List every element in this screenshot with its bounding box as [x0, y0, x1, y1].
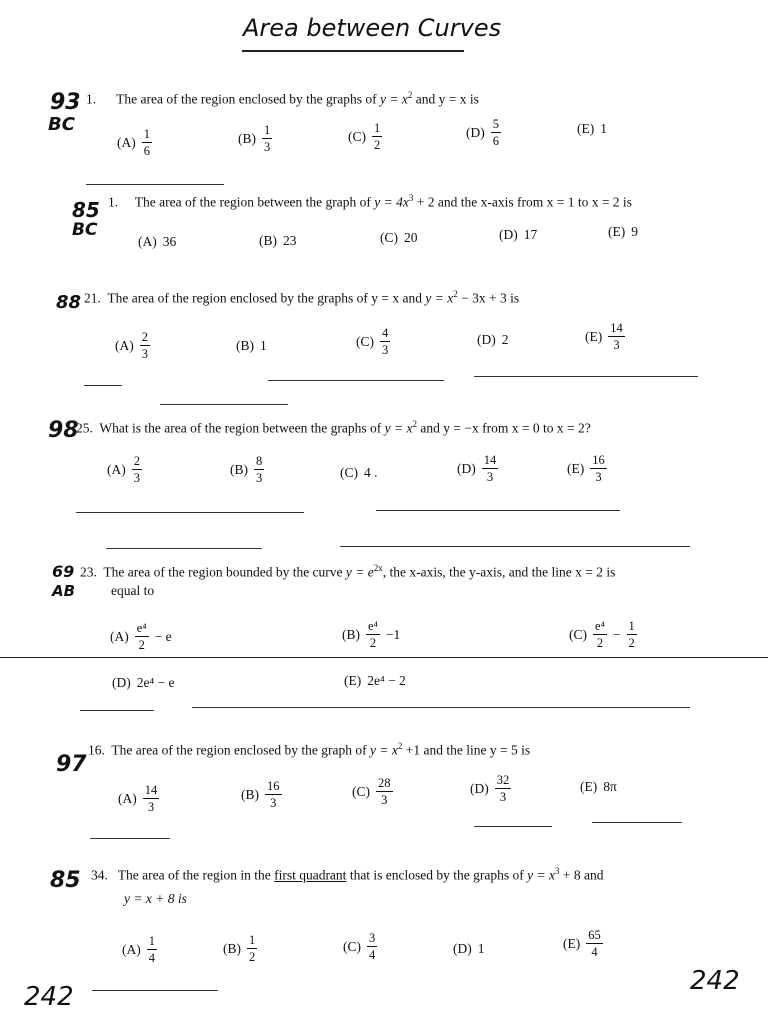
- choice-value: 36: [162, 234, 177, 249]
- problem-number: 1.: [86, 91, 97, 107]
- problem-number: 23.: [80, 564, 97, 580]
- choice-label: (E): [585, 328, 603, 344]
- divider: [80, 710, 154, 711]
- fraction: [265, 780, 282, 809]
- problem-2-choice-c: [380, 230, 418, 246]
- problem-2-question: [108, 193, 632, 211]
- fraction-numerator: 5: [492, 117, 499, 131]
- math-exponent: 2: [453, 289, 458, 299]
- choice-label: (C): [340, 465, 358, 480]
- problem-3-choice-e: [585, 322, 625, 351]
- fraction-numerator: 1: [249, 933, 256, 947]
- math-exponent: 2: [412, 419, 417, 429]
- problem-6-choice-a: [118, 784, 159, 813]
- problem-5-choice-d: [112, 675, 175, 691]
- fraction: [590, 454, 607, 483]
- fraction-denominator: 2: [596, 635, 604, 650]
- fraction: [380, 327, 390, 356]
- fraction-denominator: 4: [148, 950, 155, 965]
- divider: [86, 184, 224, 185]
- problem-1-question: [86, 90, 479, 108]
- problem-number: 1.: [108, 194, 119, 210]
- problem-1-exam-tag: BC: [48, 114, 75, 135]
- choice-value: 20: [404, 230, 418, 245]
- choice-label: (C): [380, 230, 398, 245]
- fraction-numerator: 14: [483, 453, 497, 467]
- problem-3-question: [84, 289, 519, 307]
- choice-value: 17: [523, 227, 538, 242]
- fraction-denominator: 2: [369, 635, 377, 650]
- fraction-denominator: 3: [595, 469, 602, 484]
- math-exponent: 2: [397, 741, 403, 751]
- fraction-denominator: 3: [499, 789, 507, 804]
- problem-2-year-tag: 85: [72, 198, 100, 222]
- choice-value: 9: [631, 224, 638, 239]
- choice-label: (D): [457, 460, 476, 476]
- emphasized-text: first quadrant: [274, 867, 347, 883]
- problem-5-question: [80, 563, 615, 581]
- fraction-denominator: 4: [369, 947, 376, 962]
- choice-label: (C): [352, 783, 370, 799]
- math-expression: y = x: [370, 742, 398, 758]
- fraction-denominator: 3: [133, 470, 140, 485]
- problem-7-question-line2: y = x + 8 is: [124, 891, 187, 906]
- choice-label: (A): [122, 941, 141, 957]
- fraction-numerator: 4: [382, 326, 389, 340]
- fraction-denominator: 2: [374, 137, 381, 152]
- fraction-numerator: 28: [378, 776, 391, 790]
- divider: [474, 376, 698, 377]
- question-text: +1 and the line y = 5 is: [405, 742, 531, 758]
- choice-value: 1: [260, 338, 267, 353]
- choice-label: (E): [567, 460, 585, 476]
- fraction: [586, 929, 603, 958]
- choice-suffix: −1: [385, 626, 401, 642]
- fraction-numerator: e⁴: [136, 621, 147, 635]
- question-text: The area of the region between the graph of: [134, 194, 371, 210]
- problem-5-choice-a: [110, 622, 172, 651]
- fraction: [366, 620, 380, 649]
- problem-2-choice-a: [138, 234, 176, 250]
- problem-5-choice-c: [569, 620, 637, 649]
- divider: [192, 707, 690, 708]
- divider: [376, 510, 620, 511]
- problem-4-choice-c: [340, 465, 378, 481]
- fraction: [147, 935, 157, 964]
- choice-label: (E): [344, 673, 362, 688]
- problem-6-choice-c: [352, 777, 393, 806]
- divider: [92, 990, 218, 991]
- problem-7-choice-b: [223, 934, 257, 963]
- problem-6-choice-d: [470, 774, 511, 803]
- math-expression: y = e: [345, 564, 374, 580]
- choice-value: 2e⁴ − e: [136, 675, 175, 690]
- problem-2-choice-b: [259, 233, 297, 249]
- problem-3-choice-a: [115, 331, 150, 360]
- problem-number: 34.: [91, 867, 108, 883]
- choice-label: (B): [241, 786, 259, 802]
- divider: [160, 404, 288, 405]
- math-exponent: 3: [408, 193, 414, 203]
- problem-2-exam-tag: BC: [72, 220, 98, 240]
- problem-1-choice-c: [348, 122, 382, 151]
- fraction-denominator: 3: [486, 469, 494, 484]
- problem-1-choice-b: [238, 124, 272, 153]
- problem-1-choice-d: [466, 118, 501, 147]
- choice-label: (A): [107, 461, 126, 477]
- fraction-numerator: 1: [264, 123, 271, 137]
- choice-label: (A): [115, 337, 134, 353]
- choice-label: (E): [563, 935, 581, 951]
- choice-label: (B): [223, 940, 241, 956]
- problem-3-choice-b: [236, 338, 267, 354]
- problem-1-choice-a: [117, 128, 152, 157]
- problem-4-choice-b: [230, 455, 264, 484]
- choice-label: (D): [112, 675, 131, 690]
- choice-value: 2e⁴ − 2: [367, 673, 406, 688]
- fraction: [135, 622, 149, 651]
- fraction: [376, 777, 393, 806]
- problem-4-question: [76, 419, 591, 437]
- problem-number: 25.: [76, 420, 93, 436]
- problem-5-choice-b: [342, 620, 400, 649]
- choice-value: 2: [501, 332, 509, 347]
- fraction-numerator: 1: [148, 934, 155, 948]
- fraction-numerator: 1: [374, 121, 381, 135]
- choice-label: (B): [236, 338, 254, 353]
- problem-7-year-tag: 85: [50, 868, 81, 893]
- math-expression: y = x: [425, 290, 454, 306]
- problem-7-question: [91, 866, 603, 884]
- divider: [90, 838, 170, 839]
- fraction: [372, 122, 382, 151]
- choice-suffix: − e: [154, 628, 172, 644]
- fraction: [132, 455, 142, 484]
- math-exponent: 2x: [373, 563, 383, 573]
- problem-2-choice-e: [608, 224, 638, 240]
- problem-number: 21.: [84, 290, 101, 306]
- fraction: [247, 934, 257, 963]
- problem-4-choice-a: [107, 455, 142, 484]
- choice-label: (B): [230, 461, 248, 477]
- fraction: [608, 322, 625, 351]
- choice-label: (E): [580, 779, 598, 794]
- fraction-numerator: 1: [628, 619, 635, 633]
- fraction-numerator: e⁴: [368, 619, 378, 633]
- problem-5-choice-e: [344, 673, 406, 689]
- question-text: + 2 and the x-axis from x = 1 to x = 2 is: [416, 194, 632, 210]
- fraction-numerator: 1: [143, 127, 150, 141]
- fraction-numerator: 14: [144, 783, 158, 797]
- choice-label: (C): [348, 128, 366, 144]
- problem-4-choice-e: [567, 454, 607, 483]
- choice-label: (A): [110, 628, 129, 644]
- fraction-numerator: e⁴: [595, 619, 605, 633]
- choice-label: (E): [608, 224, 626, 239]
- fraction-numerator: 2: [133, 454, 140, 468]
- choice-value: 23: [283, 233, 297, 248]
- fraction-numerator: 14: [610, 321, 623, 335]
- fraction-denominator: 3: [613, 337, 620, 352]
- question-text: , the x-axis, the y-axis, and the line x = 2 is: [382, 564, 616, 580]
- choice-label: (D): [453, 941, 472, 956]
- question-text: The area of the region bounded by the curve: [103, 564, 343, 580]
- fraction-denominator: 6: [492, 133, 499, 148]
- divider: [76, 512, 304, 513]
- fraction: [142, 128, 152, 157]
- page-number-right: 242: [690, 966, 740, 996]
- question-text: − 3x + 3 is: [461, 290, 520, 306]
- fraction-denominator: 2: [249, 949, 256, 964]
- problem-7-choice-c: [343, 932, 377, 961]
- choice-label: (D): [499, 227, 518, 242]
- choice-suffix: −: [612, 626, 621, 642]
- fraction: [495, 774, 512, 803]
- fraction: [262, 124, 272, 153]
- fraction-numerator: 32: [496, 773, 510, 787]
- title-underline: [242, 50, 464, 52]
- choice-label: (C): [356, 333, 374, 349]
- problem-7-choice-e: [563, 929, 603, 958]
- choice-label: (A): [117, 134, 136, 150]
- fraction-numerator: 65: [588, 928, 601, 942]
- problem-3-choice-c: [356, 327, 390, 356]
- fold-line: [0, 657, 768, 658]
- question-text: The area of the region enclosed by the graphs of y = x and: [107, 290, 423, 306]
- choice-value: 1: [477, 941, 485, 956]
- fraction-denominator: 3: [147, 799, 155, 814]
- fraction: [491, 118, 501, 147]
- choice-label: (C): [569, 626, 587, 642]
- fraction: [593, 620, 607, 649]
- choice-label: (B): [259, 233, 277, 248]
- math-expression: y = 4x: [374, 194, 409, 210]
- fraction: [140, 331, 150, 360]
- fraction: [143, 784, 160, 813]
- fraction-denominator: 6: [143, 143, 150, 158]
- problem-4-year-tag: 98: [48, 418, 79, 443]
- fraction-denominator: 3: [270, 795, 277, 810]
- question-text: What is the area of the region between the graphs of: [99, 420, 382, 436]
- fraction-denominator: 2: [628, 635, 635, 650]
- problem-6-choice-b: [241, 780, 282, 809]
- choice-label: (B): [238, 130, 256, 146]
- fraction-denominator: 3: [264, 139, 271, 154]
- question-text: The area of the region enclosed by the graphs of: [116, 91, 377, 107]
- divider: [340, 546, 690, 547]
- problem-2-choice-d: [499, 227, 537, 243]
- problem-7-choice-a: [122, 935, 157, 964]
- divider: [268, 380, 444, 381]
- fraction: [627, 620, 637, 649]
- choice-value: 4 .: [364, 465, 378, 480]
- fraction-denominator: 3: [256, 470, 263, 485]
- page-number-left: 242: [24, 982, 74, 1012]
- math-exponent: 3: [555, 866, 560, 876]
- math-expression: y = x: [380, 91, 408, 107]
- math-exponent: 2: [407, 90, 413, 100]
- fraction-numerator: 16: [267, 779, 280, 793]
- problem-6-choice-e: [580, 779, 617, 795]
- problem-7-choice-d: [453, 941, 485, 957]
- choice-label: (D): [466, 124, 485, 140]
- choice-label: (A): [118, 790, 137, 806]
- choice-label: (E): [577, 121, 595, 136]
- problem-3-choice-d: [477, 332, 509, 348]
- question-text: + 8 and: [562, 867, 604, 883]
- problem-1-choice-e: [577, 121, 607, 137]
- problem-5-year-tag: 69: [52, 562, 75, 581]
- problem-5-exam-tag: AB: [52, 582, 76, 600]
- page-title: Area between Curves: [243, 14, 502, 42]
- fraction-numerator: 8: [256, 454, 263, 468]
- divider: [84, 385, 122, 386]
- fraction-numerator: 2: [141, 330, 148, 344]
- problem-4-choice-d: [457, 454, 498, 483]
- problem-1-year-tag: 93: [50, 90, 81, 115]
- fraction-denominator: 3: [141, 346, 148, 361]
- problem-5-question-line2: equal to: [111, 583, 155, 598]
- fraction-denominator: 3: [381, 792, 388, 807]
- divider: [474, 826, 552, 827]
- choice-label: (D): [470, 780, 489, 796]
- fraction: [482, 454, 499, 483]
- choice-label: (D): [477, 332, 496, 347]
- fraction-denominator: 2: [138, 637, 145, 652]
- fraction-denominator: 4: [591, 944, 598, 959]
- math-expression: y = x: [527, 867, 555, 883]
- problem-6-year-tag: 97: [56, 752, 87, 777]
- fraction-numerator: 3: [369, 931, 376, 945]
- choice-value: 1: [600, 121, 607, 136]
- choice-label: (A): [138, 234, 157, 249]
- divider: [592, 822, 682, 823]
- choice-value: 8π: [603, 779, 617, 794]
- fraction: [254, 455, 264, 484]
- question-text: that is enclosed by the graphs of: [349, 867, 524, 883]
- question-text: and y = −x from x = 0 to x = 2?: [420, 420, 591, 436]
- problem-6-question: [88, 741, 530, 759]
- math-expression: y = x: [384, 420, 413, 436]
- choice-label: (B): [342, 626, 360, 642]
- fraction: [367, 932, 377, 961]
- problem-3-year-tag: 88: [56, 292, 82, 313]
- question-text: The area of the region enclosed by the graph of: [111, 742, 367, 758]
- question-text: and y = x is: [415, 91, 479, 107]
- fraction-numerator: 16: [592, 453, 605, 467]
- divider: [106, 548, 262, 549]
- problem-number: 16.: [88, 742, 105, 758]
- question-text: The area of the region in the: [117, 867, 271, 883]
- fraction-denominator: 3: [382, 342, 389, 357]
- choice-label: (C): [343, 938, 361, 954]
